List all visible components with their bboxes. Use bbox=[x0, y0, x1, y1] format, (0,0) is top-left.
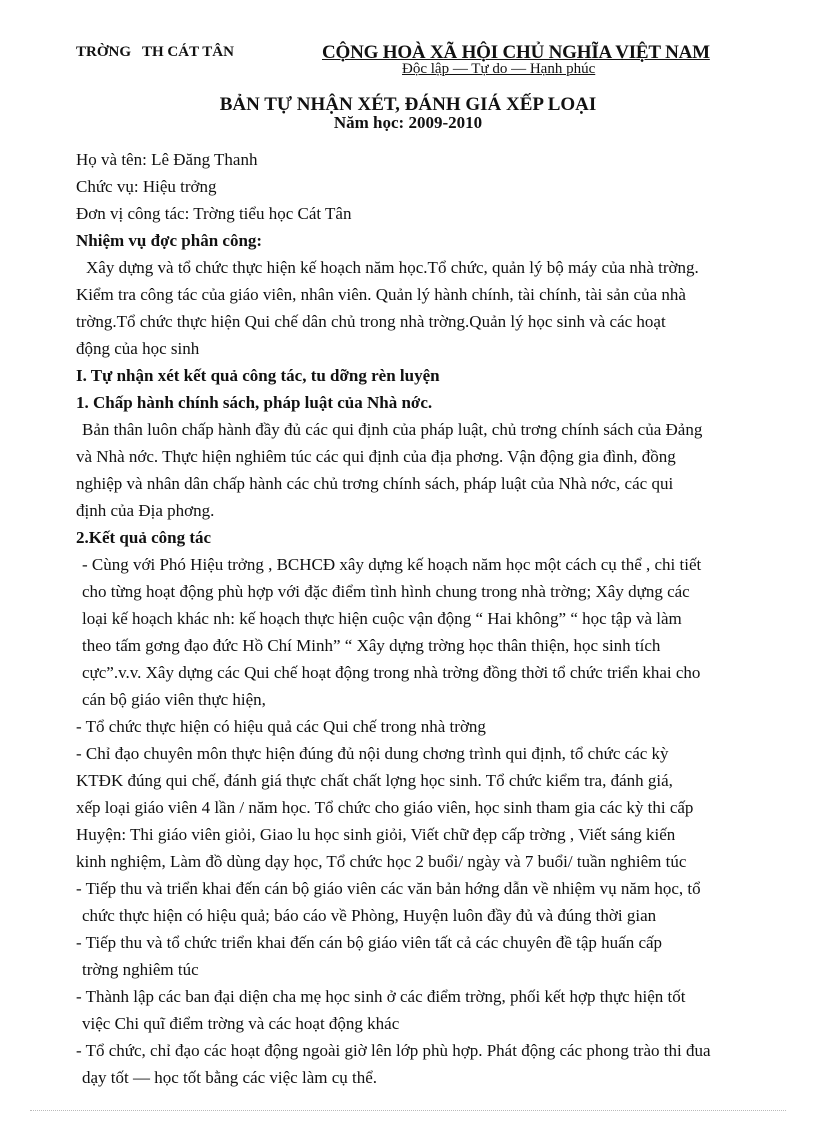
work-line: trờng nghiêm túc bbox=[82, 960, 199, 979]
work-line: kinh nghiệm, Làm đồ dùng dạy học, Tổ chức học 2 buổi/ ngày và 7 buổi/ tuần nghiêm túc bbox=[76, 852, 687, 871]
work-line: Huyện: Thi giáo viên giỏi, Giao lu học sinh giỏi, Viết chữ đẹp cấp trờng , Viết sáng kiến bbox=[76, 825, 676, 844]
work-line: chức thực hiện có hiệu quả; báo cáo về Phòng, Huyện luôn đầy đủ và đúng thời gian bbox=[82, 906, 657, 925]
work-line: cán bộ giáo viên thực hiện, bbox=[82, 690, 266, 709]
sub1-heading: 1. Chấp hành chính sách, pháp luật của Nhà nớc. bbox=[76, 393, 433, 412]
duty-line: Xây dựng và tổ chức thực hiện kế hoạch năm học.Tổ chức, quản lý bộ máy của nhà trờng. bbox=[86, 258, 699, 277]
work-line: - Thành lập các ban đại diện cha mẹ học sinh ở các điểm trờng, phối kết hợp thực hiện tốt bbox=[76, 987, 686, 1006]
school-year: Năm học: 2009-2010 bbox=[333, 113, 483, 132]
work-line: dạy tốt — học tốt bằng các việc làm cụ thể. bbox=[82, 1068, 378, 1087]
work-line: - Tổ chức thực hiện có hiệu quả các Qui chế trong nhà trờng bbox=[76, 717, 486, 736]
work-line: theo tấm gơng đạo đức Hồ Chí Minh” “ Xây dựng trờng học thân thiện, học sinh tích bbox=[82, 636, 661, 655]
work-line: - Tiếp thu và tổ chức triển khai đến cán bộ giáo viên tất cả các chuyên đề tập huấn cấp bbox=[76, 933, 663, 952]
national-motto: Độc lập — Tự do — Hạnh phúc bbox=[402, 61, 596, 77]
work-line: - Cùng với Phó Hiệu trởng , BCHCĐ xây dựng kế hoạch năm học một cách cụ thể , chi tiết bbox=[82, 555, 702, 574]
work-item-3 bbox=[76, 740, 778, 875]
sub1-line: định của Địa phơng. bbox=[76, 501, 215, 520]
document-title: BẢN TỰ NHẬN XÉT, ĐÁNH GIÁ XẾP LOẠI bbox=[219, 94, 597, 115]
info-name: Họ và tên: Lê Đăng Thanh bbox=[76, 150, 258, 169]
school-name: TRỜNG TH CÁT TÂN bbox=[76, 44, 234, 60]
document-body bbox=[76, 146, 778, 1091]
work-line: - Tổ chức, chỉ đạo các hoạt động ngoài giờ lên lớp phù hợp. Phát động các phong trào thi đua bbox=[76, 1041, 711, 1060]
work-line: - Chỉ đạo chuyên môn thực hiện đúng đủ nội dung chơng trình qui định, tổ chức các kỳ bbox=[76, 744, 669, 763]
section1-heading: I. Tự nhận xét kết quả công tác, tu dỡng rèn luyện bbox=[76, 366, 440, 385]
work-line: việc Chi quĩ điểm trờng và các hoạt động khác bbox=[82, 1014, 400, 1033]
work-item-5 bbox=[76, 929, 778, 983]
info-position: Chức vụ: Hiệu trởng bbox=[76, 177, 217, 196]
sub1-line: Bản thân luôn chấp hành đầy đủ các qui định của pháp luật, chủ trơng chính sách của Đảng bbox=[82, 420, 703, 439]
work-item-4 bbox=[76, 875, 778, 929]
work-line: loại kế hoạch khác nh: kế hoạch thực hiện cuộc vận động “ Hai không” “ học tập và làm bbox=[82, 609, 682, 628]
sub2-heading: 2.Kết quả công tác bbox=[76, 528, 212, 547]
duty-heading: Nhiệm vụ đợc phân công: bbox=[76, 231, 263, 250]
work-line: xếp loại giáo viên 4 lần / năm học. Tổ chức cho giáo viên, học sinh tham gia các kỳ thi cấp bbox=[76, 798, 694, 817]
info-unit: Đơn vị công tác: Trờng tiểu học Cát Tân bbox=[76, 204, 352, 223]
page-bottom-rule bbox=[30, 1110, 786, 1111]
work-line: cho từng hoạt động phù hợp với đặc điểm tình hình chung trong nhà trờng; Xây dựng các bbox=[82, 582, 690, 601]
duty-line: trờng.Tổ chức thực hiện Qui chế dân chủ trong nhà trờng.Quản lý học sinh và các hoạt bbox=[76, 312, 666, 331]
work-item-1 bbox=[76, 551, 778, 713]
work-item-7 bbox=[76, 1037, 778, 1091]
work-item-2 bbox=[76, 713, 778, 740]
duty-line: Kiểm tra công tác của giáo viên, nhân viên. Quản lý hành chính, tài chính, tài sản của nhà bbox=[76, 285, 686, 304]
national-title: CỘNG HOÀ XÃ HỘI CHỦ NGHĨA VIỆT NAM bbox=[322, 42, 710, 63]
sub1-line: nghiệp và nhân dân chấp hành các chủ trơng chính sách, pháp luật của Nhà nớc, các qui bbox=[76, 474, 674, 493]
sub1-line: và Nhà nớc. Thực hiện nghiêm túc các qui định của địa phơng. Vận động gia đình, đồng bbox=[76, 447, 676, 466]
work-line: - Tiếp thu và triển khai đến cán bộ giáo viên các văn bản hớng dẫn về nhiệm vụ năm học, tổ bbox=[76, 879, 701, 898]
work-line: cực”.v.v. Xây dựng các Qui chế hoạt động trong nhà trờng đồng thời tổ chức triển khai cho bbox=[82, 663, 701, 682]
work-line: KTĐK đúng qui chế, đánh giá thực chất chất lợng học sinh. Tổ chức kiểm tra, đánh giá, bbox=[76, 771, 673, 790]
duty-line: động của học sinh bbox=[76, 339, 200, 358]
duty-paragraph bbox=[76, 254, 778, 362]
sub1-paragraph bbox=[76, 416, 778, 524]
work-item-6 bbox=[76, 983, 778, 1037]
